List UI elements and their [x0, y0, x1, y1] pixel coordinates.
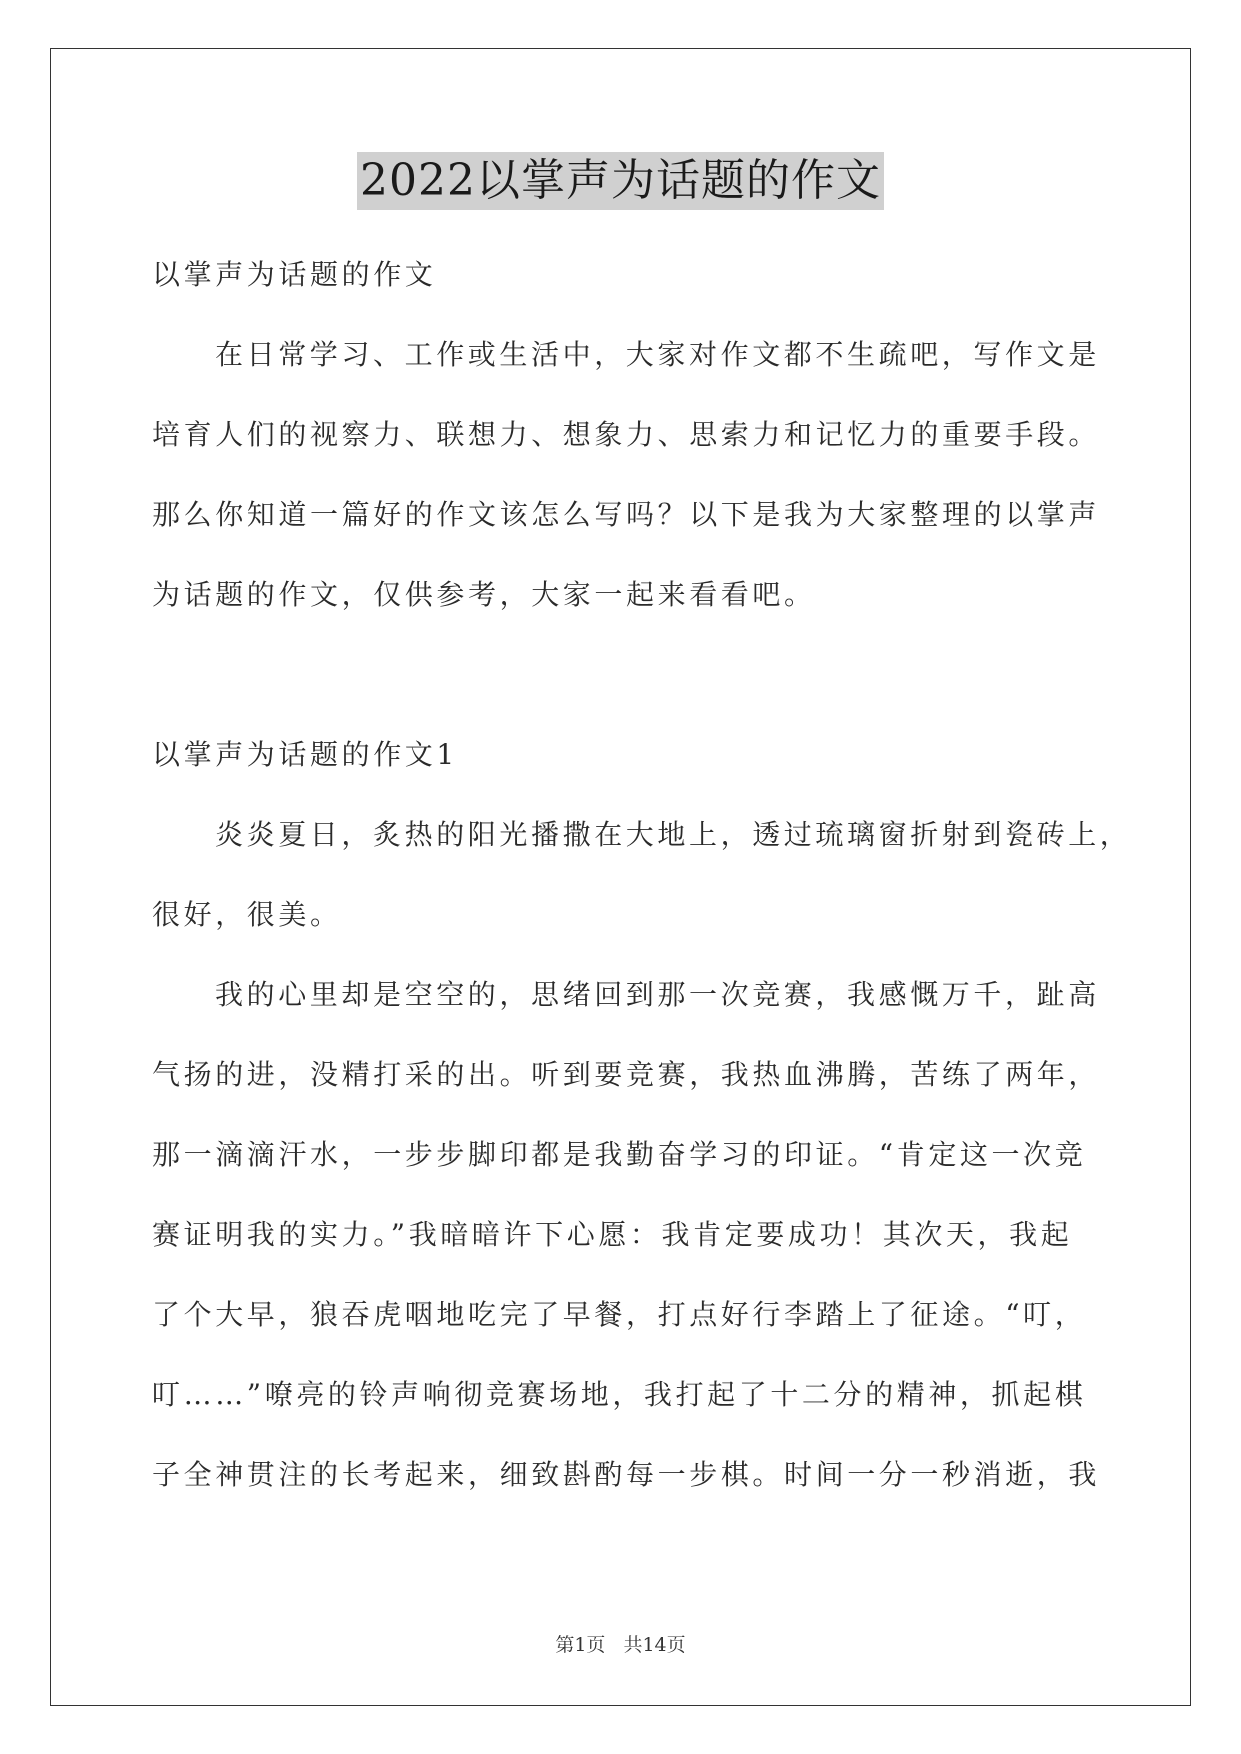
paragraph-line: 叮……”嘹亮的铃声响彻竞赛场地，我打起了十二分的精神，抓起棋: [152, 1378, 1087, 1411]
paragraph-line: 我的心里却是空空的，思绪回到那一次竞赛，我感慨万千，趾高: [215, 978, 1100, 1011]
paragraph-line: 炎炎夏日，炙热的阳光播撒在大地上，透过琉璃窗折射到瓷砖上，: [215, 818, 1132, 851]
paragraph-gap: [152, 635, 1097, 715]
paragraph-line: 赛证明我的实力。”我暗暗许下心愿：我肯定要成功！其次天，我起: [152, 1218, 1073, 1251]
page-footer: [0, 1630, 1241, 1657]
title-wrap: [0, 152, 1241, 210]
paragraph-line: 气扬的进，没精打采的出。听到要竞赛，我热血沸腾，苦练了两年，: [152, 1058, 1101, 1091]
page-total: 共14页: [623, 1634, 686, 1656]
paragraph-line: 了个大早，狼吞虎咽地吃完了早餐，打点好行李踏上了征途。“叮，: [152, 1298, 1087, 1331]
subtitle: 以掌声为话题的作文: [152, 258, 437, 291]
document-body: [152, 235, 1132, 1515]
intro-line: 在日常学习、工作或生活中，大家对作文都不生疏吧，写作文是: [215, 338, 1100, 371]
intro-line: 为话题的作文，仅供参考，大家一起来看看吧。: [152, 578, 816, 611]
paragraph-line: 那一滴滴汗水，一步步脚印都是我勤奋学习的印证。“肯定这一次竞: [152, 1138, 1087, 1171]
intro-line: 那么你知道一篇好的作文该怎么写吗？以下是我为大家整理的以掌声: [152, 498, 1101, 531]
intro-line: 培育人们的视察力、联想力、想象力、思索力和记忆力的重要手段。: [152, 418, 1101, 451]
paragraph-line: 很好，很美。: [152, 898, 342, 931]
paragraph-line: 子全神贯注的长考起来，细致斟酌每一步棋。时间一分一秒消逝，我: [152, 1458, 1101, 1491]
page-number: 第1页: [555, 1634, 606, 1656]
section-heading: 以掌声为话题的作文1: [152, 738, 458, 771]
document-title: 2022以掌声为话题的作文: [357, 152, 884, 210]
